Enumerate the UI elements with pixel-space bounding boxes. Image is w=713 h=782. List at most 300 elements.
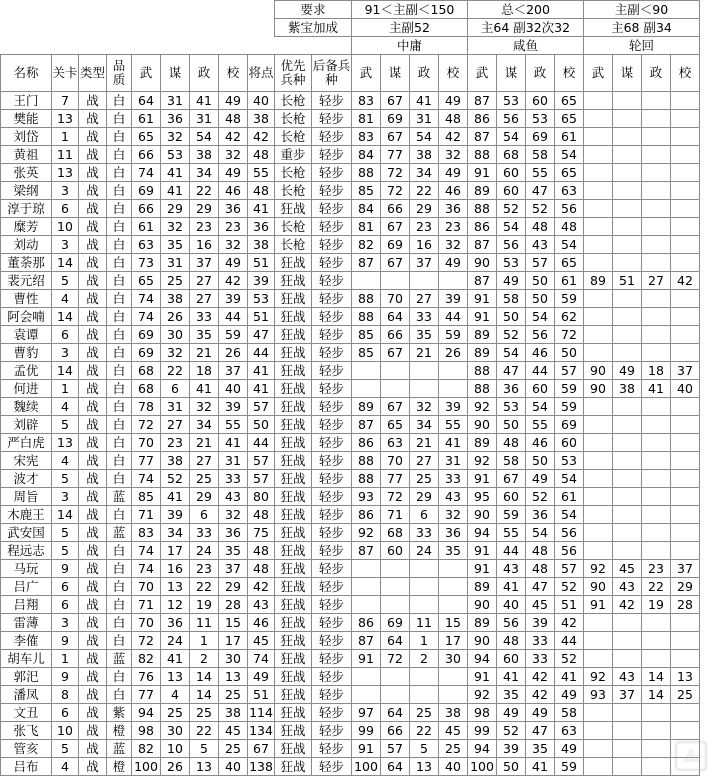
table-cell: 35 bbox=[219, 542, 248, 560]
table-cell bbox=[671, 164, 700, 182]
table-cell: 战 bbox=[79, 506, 107, 524]
table-cell bbox=[642, 344, 671, 362]
column-header: 类型 bbox=[79, 55, 107, 92]
table-cell: 轻步 bbox=[312, 128, 352, 146]
table-cell: 52 bbox=[555, 578, 584, 596]
table-cell: 24 bbox=[410, 542, 439, 560]
table-cell bbox=[584, 182, 613, 200]
table-cell: 58 bbox=[555, 704, 584, 722]
table-cell: 94 bbox=[468, 740, 497, 758]
table-cell: 27 bbox=[190, 452, 219, 470]
column-header-row bbox=[1, 55, 700, 92]
table-row bbox=[1, 380, 700, 398]
table-cell: 34 bbox=[190, 416, 219, 434]
table-cell: 85 bbox=[352, 182, 381, 200]
table-cell: 6 bbox=[190, 506, 219, 524]
table-cell: 37 bbox=[671, 560, 700, 578]
table-cell: 战 bbox=[79, 686, 107, 704]
table-cell: 42 bbox=[613, 596, 642, 614]
table-cell: 战 bbox=[79, 254, 107, 272]
table-cell: 98 bbox=[468, 704, 497, 722]
table-cell: 74 bbox=[132, 470, 161, 488]
table-cell bbox=[410, 686, 439, 704]
table-cell: 35 bbox=[161, 236, 190, 254]
table-cell: 38 bbox=[161, 452, 190, 470]
blank-cell bbox=[1, 1, 275, 19]
table-cell: 33 bbox=[439, 470, 468, 488]
table-row bbox=[1, 416, 700, 434]
table-cell bbox=[352, 668, 381, 686]
table-cell: 41 bbox=[161, 182, 190, 200]
table-cell: 69 bbox=[132, 326, 161, 344]
table-cell: 49 bbox=[555, 740, 584, 758]
table-cell: 63 bbox=[381, 434, 410, 452]
table-cell: 47 bbox=[526, 182, 555, 200]
table-cell: 29 bbox=[190, 488, 219, 506]
table-cell bbox=[613, 236, 642, 254]
table-cell: 30 bbox=[161, 722, 190, 740]
requirement-xianyu: 总＜200 bbox=[468, 1, 584, 19]
table-cell: 19 bbox=[642, 596, 671, 614]
table-cell: 66 bbox=[132, 200, 161, 218]
table-cell: 长枪 bbox=[275, 92, 312, 110]
table-cell: 74 bbox=[132, 560, 161, 578]
table-cell: 88 bbox=[468, 380, 497, 398]
table-cell: 3 bbox=[52, 344, 79, 362]
table-cell: 41 bbox=[161, 488, 190, 506]
table-cell: 134 bbox=[249, 723, 273, 738]
table-cell: 长枪 bbox=[275, 110, 312, 128]
table-cell: 83 bbox=[352, 92, 381, 110]
table-cell bbox=[613, 308, 642, 326]
table-cell: 1 bbox=[52, 650, 79, 668]
table-cell: 战 bbox=[79, 542, 107, 560]
table-cell: 狂战 bbox=[275, 272, 312, 290]
table-cell: 39 bbox=[161, 506, 190, 524]
table-cell: 白 bbox=[107, 434, 132, 452]
table-cell: 49 bbox=[439, 254, 468, 272]
table-cell: 轻步 bbox=[312, 164, 352, 182]
table-cell: 71 bbox=[381, 506, 410, 524]
table-cell: 23 bbox=[642, 560, 671, 578]
table-cell: 重步 bbox=[275, 146, 312, 164]
table-row bbox=[1, 272, 700, 290]
table-row bbox=[1, 218, 700, 236]
table-cell: 87 bbox=[352, 542, 381, 560]
table-cell: 71 bbox=[132, 596, 161, 614]
general-name-cell: 樊能 bbox=[1, 110, 52, 128]
table-cell: 战 bbox=[79, 704, 107, 722]
table-cell: 白 bbox=[107, 218, 132, 236]
table-cell: 72 bbox=[555, 326, 584, 344]
column-header: 名称 bbox=[1, 55, 52, 92]
table-cell bbox=[381, 362, 410, 380]
table-cell: 87 bbox=[468, 92, 497, 110]
table-cell: 6 bbox=[52, 326, 79, 344]
table-cell: 98 bbox=[132, 722, 161, 740]
column-header: 关卡 bbox=[52, 55, 79, 92]
table-cell: 14 bbox=[52, 308, 79, 326]
table-cell bbox=[613, 524, 642, 542]
table-cell: 92 bbox=[468, 686, 497, 704]
table-cell: 11 bbox=[410, 614, 439, 632]
bonus-xianyu: 主64 副32次32 bbox=[468, 19, 584, 37]
table-cell: 91 bbox=[468, 560, 497, 578]
table-cell: 43 bbox=[526, 236, 555, 254]
table-cell: 91 bbox=[468, 164, 497, 182]
table-cell: 68 bbox=[132, 362, 161, 380]
table-cell: 51 bbox=[248, 254, 275, 272]
table-cell: 48 bbox=[526, 218, 555, 236]
table-cell: 13 bbox=[190, 758, 219, 776]
table-cell: 66 bbox=[132, 146, 161, 164]
table-cell: 狂战 bbox=[275, 614, 312, 632]
table-cell: 54 bbox=[497, 128, 526, 146]
table-cell: 49 bbox=[219, 254, 248, 272]
table-cell bbox=[439, 272, 468, 290]
table-cell: 14 bbox=[52, 506, 79, 524]
table-cell: 32 bbox=[439, 506, 468, 524]
table-cell: 33 bbox=[410, 308, 439, 326]
general-name-cell: 武安国 bbox=[1, 524, 52, 542]
table-cell: 55 bbox=[526, 416, 555, 434]
table-cell: 14 bbox=[642, 686, 671, 704]
table-row bbox=[1, 704, 700, 722]
table-cell: 69 bbox=[132, 182, 161, 200]
table-cell: 67 bbox=[381, 398, 410, 416]
table-cell: 59 bbox=[497, 506, 526, 524]
table-cell bbox=[671, 542, 700, 560]
table-cell: 53 bbox=[497, 254, 526, 272]
table-cell bbox=[671, 128, 700, 146]
table-cell: 49 bbox=[439, 92, 468, 110]
table-cell: 轻步 bbox=[312, 506, 352, 524]
table-cell: 58 bbox=[526, 146, 555, 164]
table-cell bbox=[642, 488, 671, 506]
table-cell: 49 bbox=[526, 704, 555, 722]
general-name-cell: 曹豹 bbox=[1, 344, 52, 362]
table-cell bbox=[613, 434, 642, 452]
table-cell: 9 bbox=[52, 560, 79, 578]
table-cell: 90 bbox=[584, 380, 613, 398]
table-cell: 38 bbox=[410, 146, 439, 164]
table-cell: 61 bbox=[132, 218, 161, 236]
column-header: 谋 bbox=[381, 55, 410, 92]
table-cell bbox=[352, 272, 381, 290]
column-header: 谋 bbox=[613, 55, 642, 92]
table-cell: 49 bbox=[613, 362, 642, 380]
table-cell: 白 bbox=[107, 308, 132, 326]
table-cell: 32 bbox=[410, 398, 439, 416]
table-cell bbox=[584, 200, 613, 218]
table-cell: 94 bbox=[468, 524, 497, 542]
table-cell: 56 bbox=[555, 200, 584, 218]
table-cell: 59 bbox=[555, 290, 584, 308]
table-cell: 17 bbox=[219, 632, 248, 650]
table-cell: 42 bbox=[526, 686, 555, 704]
table-cell bbox=[613, 740, 642, 758]
table-cell: 45 bbox=[248, 632, 275, 650]
table-cell bbox=[671, 452, 700, 470]
table-cell: 87 bbox=[468, 272, 497, 290]
table-cell: 89 bbox=[468, 182, 497, 200]
table-cell: 轻步 bbox=[312, 578, 352, 596]
table-cell: 62 bbox=[555, 308, 584, 326]
table-cell: 22 bbox=[161, 362, 190, 380]
table-cell: 77 bbox=[381, 146, 410, 164]
table-cell: 33 bbox=[410, 524, 439, 542]
table-cell: 85 bbox=[352, 344, 381, 362]
table-cell: 85 bbox=[132, 488, 161, 506]
table-cell: 36 bbox=[161, 614, 190, 632]
table-cell: 白 bbox=[107, 326, 132, 344]
table-cell: 白 bbox=[107, 110, 132, 128]
table-cell: 42 bbox=[248, 128, 275, 146]
table-cell: 72 bbox=[381, 182, 410, 200]
table-cell: 轻步 bbox=[312, 452, 352, 470]
general-name-cell: 吕广 bbox=[1, 578, 52, 596]
general-name-cell: 黄祖 bbox=[1, 146, 52, 164]
table-cell bbox=[584, 506, 613, 524]
table-cell: 44 bbox=[219, 308, 248, 326]
table-cell: 狂战 bbox=[275, 596, 312, 614]
table-cell: 轻步 bbox=[312, 614, 352, 632]
table-cell: 战 bbox=[79, 614, 107, 632]
table-cell: 13 bbox=[52, 434, 79, 452]
table-cell: 91 bbox=[352, 650, 381, 668]
table-cell: 59 bbox=[555, 398, 584, 416]
table-cell: 37 bbox=[190, 254, 219, 272]
table-cell bbox=[584, 542, 613, 560]
table-cell: 47 bbox=[526, 722, 555, 740]
table-cell: 39 bbox=[439, 398, 468, 416]
table-cell: 战 bbox=[79, 650, 107, 668]
table-cell: 白 bbox=[107, 542, 132, 560]
table-cell: 70 bbox=[381, 290, 410, 308]
table-cell: 战 bbox=[79, 524, 107, 542]
table-cell: 60 bbox=[526, 380, 555, 398]
table-cell: 狂战 bbox=[275, 344, 312, 362]
group-row bbox=[1, 37, 700, 55]
table-cell: 战 bbox=[79, 380, 107, 398]
table-cell: 57 bbox=[248, 470, 275, 488]
table-cell: 6 bbox=[52, 578, 79, 596]
table-cell: 67 bbox=[381, 344, 410, 362]
table-cell: 白 bbox=[107, 596, 132, 614]
table-cell: 轻步 bbox=[312, 434, 352, 452]
table-cell: 白 bbox=[107, 128, 132, 146]
table-cell: 66 bbox=[381, 326, 410, 344]
table-cell bbox=[584, 398, 613, 416]
table-cell: 战 bbox=[79, 308, 107, 326]
table-cell: 60 bbox=[497, 164, 526, 182]
table-cell: 48 bbox=[248, 182, 275, 200]
table-cell bbox=[642, 506, 671, 524]
table-cell: 31 bbox=[190, 110, 219, 128]
table-cell: 78 bbox=[132, 398, 161, 416]
table-cell: 84 bbox=[352, 200, 381, 218]
table-cell: 白 bbox=[107, 92, 132, 110]
table-cell: 战 bbox=[79, 362, 107, 380]
table-cell bbox=[642, 290, 671, 308]
table-cell: 23 bbox=[439, 218, 468, 236]
table-cell: 99 bbox=[352, 722, 381, 740]
table-cell bbox=[584, 740, 613, 758]
table-cell bbox=[671, 218, 700, 236]
table-cell: 38 bbox=[219, 704, 248, 722]
table-cell bbox=[410, 380, 439, 398]
table-cell: 白 bbox=[107, 506, 132, 524]
table-cell: 17 bbox=[161, 542, 190, 560]
table-cell bbox=[671, 344, 700, 362]
table-row bbox=[1, 164, 700, 182]
table-cell: 白 bbox=[107, 470, 132, 488]
table-cell: 4 bbox=[52, 398, 79, 416]
table-cell bbox=[671, 470, 700, 488]
table-cell: 5 bbox=[52, 416, 79, 434]
table-cell: 43 bbox=[219, 488, 248, 506]
table-cell: 33 bbox=[190, 524, 219, 542]
table-cell: 88 bbox=[352, 164, 381, 182]
table-cell bbox=[642, 200, 671, 218]
table-cell: 67 bbox=[381, 254, 410, 272]
table-cell: 39 bbox=[439, 290, 468, 308]
table-cell bbox=[613, 326, 642, 344]
table-cell: 32 bbox=[190, 398, 219, 416]
table-cell bbox=[642, 650, 671, 668]
bonus-row bbox=[1, 19, 700, 37]
table-cell: 16 bbox=[190, 236, 219, 254]
table-cell: 轻步 bbox=[312, 704, 352, 722]
table-cell: 61 bbox=[555, 272, 584, 290]
table-cell: 25 bbox=[161, 704, 190, 722]
table-cell: 68 bbox=[497, 146, 526, 164]
table-cell: 战 bbox=[79, 218, 107, 236]
table-cell: 狂战 bbox=[275, 704, 312, 722]
table-cell: 74 bbox=[132, 290, 161, 308]
table-cell: 59 bbox=[439, 326, 468, 344]
table-cell: 72 bbox=[381, 488, 410, 506]
table-cell: 86 bbox=[352, 506, 381, 524]
table-cell: 22 bbox=[190, 578, 219, 596]
table-cell: 69 bbox=[555, 416, 584, 434]
column-header: 政 bbox=[526, 55, 555, 92]
table-cell bbox=[642, 398, 671, 416]
table-cell: 54 bbox=[410, 128, 439, 146]
table-cell: 81 bbox=[352, 218, 381, 236]
table-cell: 91 bbox=[468, 308, 497, 326]
general-name-cell: 曹性 bbox=[1, 290, 52, 308]
table-cell: 72 bbox=[132, 416, 161, 434]
table-cell bbox=[642, 614, 671, 632]
table-row bbox=[1, 110, 700, 128]
table-cell: 74 bbox=[132, 164, 161, 182]
table-cell: 88 bbox=[352, 470, 381, 488]
table-cell: 56 bbox=[497, 614, 526, 632]
table-cell: 48 bbox=[526, 542, 555, 560]
table-row bbox=[1, 92, 700, 110]
group-lunhui: 轮回 bbox=[584, 37, 700, 55]
table-cell bbox=[352, 380, 381, 398]
table-cell: 100 bbox=[468, 758, 497, 776]
table-cell: 41 bbox=[410, 92, 439, 110]
table-cell: 94 bbox=[468, 650, 497, 668]
table-cell bbox=[642, 434, 671, 452]
table-cell: 36 bbox=[439, 524, 468, 542]
table-cell: 13 bbox=[161, 668, 190, 686]
table-cell bbox=[642, 470, 671, 488]
table-cell: 54 bbox=[555, 146, 584, 164]
table-cell: 白 bbox=[107, 290, 132, 308]
table-cell: 28 bbox=[219, 596, 248, 614]
table-cell: 61 bbox=[555, 128, 584, 146]
table-cell: 狂战 bbox=[275, 668, 312, 686]
table-cell bbox=[381, 380, 410, 398]
table-cell: 53 bbox=[526, 110, 555, 128]
general-name-cell: 木鹿王 bbox=[1, 506, 52, 524]
table-cell: 60 bbox=[497, 488, 526, 506]
table-cell bbox=[584, 632, 613, 650]
table-cell: 白 bbox=[107, 272, 132, 290]
table-cell: 54 bbox=[526, 524, 555, 542]
table-cell: 25 bbox=[161, 272, 190, 290]
table-cell: 27 bbox=[190, 290, 219, 308]
table-cell: 6 bbox=[410, 506, 439, 524]
table-cell bbox=[671, 290, 700, 308]
table-cell bbox=[410, 668, 439, 686]
table-cell: 86 bbox=[352, 434, 381, 452]
table-cell bbox=[613, 416, 642, 434]
table-cell bbox=[584, 326, 613, 344]
table-cell: 48 bbox=[248, 542, 275, 560]
table-cell: 52 bbox=[526, 488, 555, 506]
table-cell: 50 bbox=[555, 344, 584, 362]
table-cell bbox=[381, 272, 410, 290]
table-cell: 27 bbox=[410, 452, 439, 470]
table-cell: 89 bbox=[468, 434, 497, 452]
table-cell: 狂战 bbox=[275, 578, 312, 596]
table-cell: 26 bbox=[161, 758, 190, 776]
table-cell: 88 bbox=[468, 362, 497, 380]
table-row bbox=[1, 614, 700, 632]
table-cell: 74 bbox=[248, 650, 275, 668]
table-cell: 67 bbox=[497, 470, 526, 488]
table-cell: 50 bbox=[497, 758, 526, 776]
table-cell: 战 bbox=[79, 290, 107, 308]
table-cell: 39 bbox=[497, 740, 526, 758]
table-cell: 100 bbox=[352, 758, 381, 776]
table-cell: 25 bbox=[410, 704, 439, 722]
table-cell: 41 bbox=[219, 434, 248, 452]
table-cell: 蓝 bbox=[107, 524, 132, 542]
table-cell: 92 bbox=[468, 452, 497, 470]
table-cell bbox=[642, 416, 671, 434]
table-cell: 69 bbox=[526, 128, 555, 146]
table-cell bbox=[613, 614, 642, 632]
table-cell: 51 bbox=[555, 596, 584, 614]
table-cell: 战 bbox=[79, 596, 107, 614]
table-cell bbox=[381, 596, 410, 614]
table-cell: 32 bbox=[219, 146, 248, 164]
table-cell: 89 bbox=[584, 272, 613, 290]
table-cell: 13 bbox=[671, 668, 700, 686]
table-cell bbox=[613, 542, 642, 560]
table-cell: 轻步 bbox=[312, 182, 352, 200]
table-row bbox=[1, 506, 700, 524]
table-cell: 白 bbox=[107, 182, 132, 200]
table-cell bbox=[439, 380, 468, 398]
table-cell: 18 bbox=[190, 362, 219, 380]
